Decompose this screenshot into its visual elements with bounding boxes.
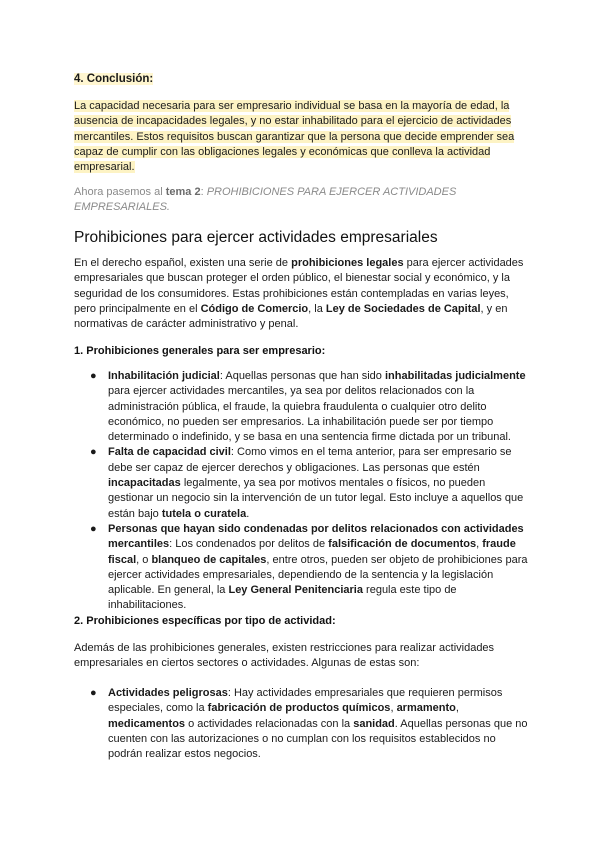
- bullet-icon: ●: [90, 522, 97, 535]
- intro-paragraph: [74, 256, 528, 332]
- item-term: Actividades peligrosas: [108, 687, 228, 699]
- list-item: [88, 445, 528, 521]
- item-bold: armamento: [396, 702, 456, 715]
- item-text: , o: [136, 553, 152, 566]
- item-text: ,: [455, 702, 459, 715]
- general-prohibitions-title: 1. Prohibiciones generales para ser empresario:: [74, 345, 326, 357]
- item-bold: sanidad: [353, 717, 395, 730]
- next-colon: :: [200, 186, 207, 198]
- item-term: Falta de capacidad civil: [108, 446, 231, 459]
- item-term: Personas que hayan sido condenadas por delitos relacionados con actividades mercantiles: [108, 522, 524, 551]
- item-text: . Aquellas personas que no cuenten con las autorizaciones o no cumplan con los requisitos establecidos no podrán realizar estos negocios.: [108, 717, 528, 761]
- list-item: [88, 369, 528, 445]
- item-text: legalmente, ya sea por motivos mentales o físicos, no pueden gestionar un negocio sin la intervención de un tutor legal. Esto incluye a aquellos que están bajo: [108, 477, 524, 520]
- specific-prohibitions-title: 2. Prohibiciones específicas por tipo de actividad:: [74, 615, 336, 627]
- item-text: ,: [390, 702, 397, 715]
- intro-p2: para ejercer actividades empresariales que buscan proteger el orden público, el bienestar social y económico, y la seguridad de los consumidores. Estas prohibiciones están contempladas en varias leyes, pero principalmente en el: [74, 257, 524, 315]
- intro-b2: Código de Comercio: [200, 302, 309, 315]
- item-text: : Como vimos en el tema anterior, para ser empresario se debe ser capaz de ejercer derechos y obligaciones. Las personas que estén: [108, 446, 512, 474]
- conclusion-paragraph: [74, 99, 524, 175]
- intro-p3: , la: [308, 302, 326, 315]
- bullet-icon: ●: [90, 446, 97, 459]
- item-bold: Ley General Penitenciaria: [228, 584, 363, 597]
- item-text: : Los condenados por delitos de: [169, 538, 329, 551]
- item-bold: incapacitadas: [108, 477, 181, 490]
- next-lead: Ahora pasemos al: [74, 186, 166, 198]
- item-text: para ejercer actividades mercantiles, ya sea por delitos relacionados con la administración pública, el fraude, la quiebra fraudulenta o cualquier otro delito económico, no pueden ser empresarios. La inhabilitación puede ser por tiempo determinado o indefinido, y se basa en una sentencia firme dictada por un tribunal.: [108, 385, 511, 444]
- specific-intro-paragraph: Además de las prohibiciones generales, existen restricciones para realizar actividades empresariales en ciertos sectores o actividades. Algunas de estas son:: [74, 642, 495, 670]
- bullet-icon: ●: [90, 687, 97, 699]
- item-text: : Aquellas personas que han sido: [219, 370, 385, 382]
- item-bold: fabricación de productos químicos: [207, 702, 391, 715]
- intro-p4: , y en normativas de carácter administrativo y penal.: [74, 302, 508, 331]
- item-bold: fraude fiscal: [108, 538, 516, 566]
- item-text: .: [246, 507, 250, 520]
- section-title-text: 4. Conclusión:: [74, 73, 154, 85]
- next-topic: PROHIBICIONES PARA EJERCER ACTIVIDADES EMPRESARIALES.: [74, 186, 457, 214]
- item-bold: inhabilitadas judicialmente: [384, 370, 526, 382]
- item-bold: blanqueo de capitales: [151, 553, 267, 566]
- list-item: [88, 686, 528, 762]
- intro-b3: Ley de Sociedades de Capital: [325, 302, 481, 315]
- item-text: o actividades relacionadas con la: [185, 717, 354, 730]
- list-item: [88, 522, 528, 614]
- item-bold: medicamentos: [108, 717, 186, 730]
- item-text: : Hay actividades empresariales que requieren permisos especiales, como la: [108, 687, 503, 715]
- specific-prohibitions-list: [88, 686, 528, 762]
- general-prohibitions-list: [88, 369, 528, 614]
- item-text: ,: [476, 538, 483, 551]
- item-text: regula este tipo de inhabilitaciones.: [108, 584, 457, 612]
- item-text: , entre otros, pueden ser objeto de prohibiciones para ejercer actividades empresariales, dependiendo de la sentencia y la legislación aplicable. En general, la: [108, 553, 528, 597]
- next-tema: tema 2: [165, 186, 201, 198]
- page-heading: Prohibiciones para ejercer actividades empresariales: [74, 229, 438, 246]
- item-term: Inhabilitación judicial: [108, 370, 220, 382]
- item-bold: tutela o curatela: [161, 507, 247, 520]
- conclusion-text: La capacidad necesaria para ser empresario individual se basa en la mayoría de edad, la ausencia de incapacidades legales, y no estar inhabilitado para el ejercicio de actividades mercantiles. Estos requisitos buscan garantizar que la persona que decide emprender sea capaz de cumplir con las obligaciones legales y económicas que conlleva la actividad empresarial.: [74, 100, 515, 174]
- intro-b1: prohibiciones legales: [291, 257, 404, 269]
- item-bold: falsificación de documentos: [328, 538, 477, 551]
- next-topic-note: [74, 185, 534, 216]
- bullet-icon: ●: [90, 370, 97, 382]
- intro-p1: En el derecho español, existen una serie de: [74, 257, 292, 269]
- section-title: [74, 73, 153, 85]
